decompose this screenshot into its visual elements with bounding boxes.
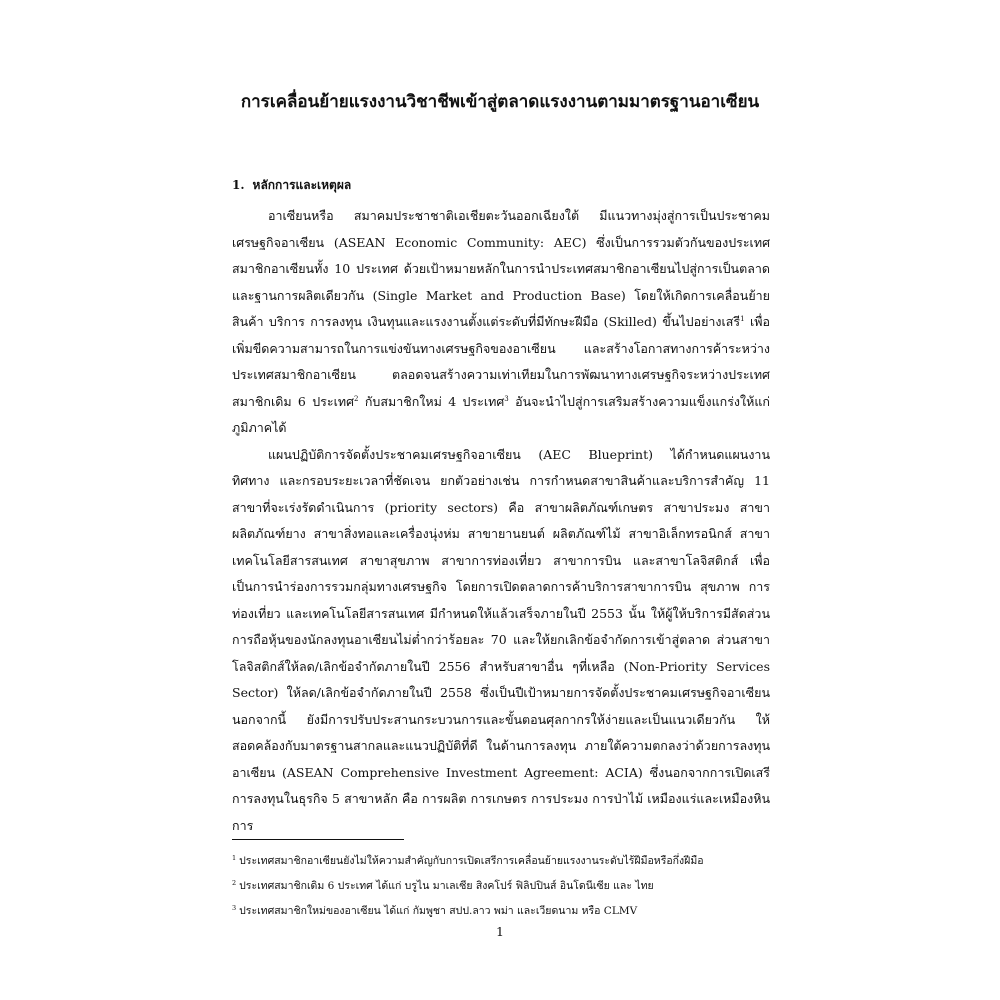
footnote-ref-2: 2 [354, 394, 359, 403]
footnote-1 [232, 849, 792, 874]
footnote-text: ประเทศสมาชิกใหม่ของอาเซียน ได้แก่ กัมพูชา สปป.ลาว พม่า และเวียดนาม หรือ CLMV [239, 905, 638, 917]
paragraph-1 [232, 203, 770, 442]
footnote-text: ประเทศสมาชิกเดิม 6 ประเทศ ได้แก่ บรูไน มาเลเซีย สิงคโปร์ ฟิลิปปินส์ อินโดนีเซีย และ ไทย [239, 880, 654, 892]
footnote-text: ประเทศสมาชิกอาเซียนยังไม่ให้ความสำคัญกับการเปิดเสรีการเคลื่อนย้ายแรงงานระดับไร้ฝีมือหรือกึ่งฝีมือ [239, 855, 704, 867]
footnote-2 [232, 874, 792, 899]
footnote-ref-3: 3 [504, 394, 509, 403]
paragraph-1-part-4: อันจะนำไปสู่การเสริมสร้างความแข็งแกร่งให้แก่ภูมิภาคได้ [232, 393, 770, 435]
section-title: หลักการและเหตุผล [252, 178, 352, 192]
footnote-separator [232, 839, 404, 840]
page-number: 1 [496, 924, 504, 939]
paragraph-1-part-3: กับสมาชิกใหม่ 4 ประเทศ [358, 393, 505, 409]
section-heading [232, 176, 351, 195]
section-number: 1. [232, 178, 245, 192]
body-text [232, 203, 770, 839]
document-title: การเคลื่อนย้ายแรงงานวิชาชีพเข้าสู่ตลาดแรงงานตามมาตรฐานอาเซียน [240, 92, 760, 112]
footnote-ref-1: 1 [740, 315, 745, 323]
footnote-mark: 3 [232, 904, 237, 912]
paragraph-2: แผนปฏิบัติการจัดตั้งประชาคมเศรษฐกิจอาเซียน (AEC Blueprint) ได้กำหนดแผนงาน ทิศทาง และกรอบระยะเวลาที่ชัดเจน ยกตัวอย่างเช่น การกำหนดสาขาสินค้าและบริการสำคัญ 11 สาขาที่จะเร่งรัดดำเนินการ (priority sectors) คือ สาขาผลิตภัณฑ์เกษตร สาขาประมง สาขาผลิตภัณฑ์ยาง สาขาสิ่งทอและเครื่องนุ่งห่ม สาขายานยนต์ ผลิตภัณฑ์ไม้ สาขาอิเล็กทรอนิกส์ สาขาเทคโนโลยีสารสนเทศ สาขาสุขภาพ สาขาการท่องเที่ยว สาขาการบิน และสาขาโลจิสติกส์ เพื่อเป็นการนำร่องการรวมกลุ่มทางเศรษฐกิจ โดยการเปิดตลาดการค้าบริการสาขาการบิน สุขภาพ การท่องเที่ยว และเทคโนโลยีสารสนเทศ มีกำหนดให้แล้วเสร็จภายในปี 2553 นั้น ให้ผู้ให้บริการมีสัดส่วนการถือหุ้นของนักลงทุนอาเซียนไม่ต่ำกว่าร้อยละ 70 และให้ยกเลิกข้อจำกัดการเข้าสู่ตลาด ส่วนสาขาโลจิสติกส์ให้ลด/เลิกข้อจำกัดภายในปี 2556 สำหรับสาขาอื่น ๆที่เหลือ (Non-Priority Services Sector) ให้ลด/เลิกข้อจำกัดภายในปี 2558 ซึ่งเป็นปีเป้าหมายการจัดตั้งประชาคมเศรษฐกิจอาเซียน นอกจากนี้ ยังมีการปรับประสานกระบวนการและขั้นตอนศุลกากรให้ง่ายและเป็นแนวเดียวกัน ให้สอดคล้องกับมาตรฐานสากลและแนวปฏิบัติที่ดี ในด้านการลงทุน ภายใต้ความตกลงว่าด้วยการลงทุนอาเซียน (ASEAN Comprehensive Investment Agreement: ACIA) ซึ่งนอกจากการเปิดเสรีการลงทุนในธุรกิจ 5 สาขาหลัก คือ การผลิต การเกษตร การประมง การป่าไม้ เหมืองแร่และเหมืองหิน การ [232, 446, 770, 833]
footnote-3 [232, 899, 792, 924]
footnote-mark: 2 [232, 879, 237, 887]
paragraph-1-part-1: อาเซียนหรือ สมาคมประชาชาติเอเชียตะวันออกเฉียงใต้ มีแนวทางมุ่งสู่การเป็นประชาคมเศรษฐกิจอาเซียน (ASEAN Economic Community: AEC) ซึ่งเป็นการรวมตัวกันของประเทศสมาชิกอาเซียนทั้ง 10 ประเทศ ด้วยเป้าหมายหลักในการนำประเทศสมาชิกอาเซียนไปสู่การเป็นตลาดและฐานการผลิตเดียวกัน (Single Market and Production Base) โดยให้เกิดการเคลื่อนย้ายสินค้า บริการ การลงทุน เงินทุนและแรงงานตั้งแต่ระดับที่มีทักษะฝีมือ (Skilled) ขึ้นไปอย่างเสรี [232, 208, 770, 329]
paragraph-1-part-2: เพื่อเพิ่มขีดความสามารถในการแข่งขันทางเศรษฐกิจของอาเซียน และสร้างโอกาสทางการค้าระหว่างประเทศสมาชิกอาเซียน ตลอดจนสร้างความเท่าเทียมในการพัฒนาทางเศรษฐกิจระหว่างประเทศสมาชิกเดิม 6 ประเทศ [232, 314, 770, 409]
footnote-mark: 1 [232, 854, 237, 862]
footnotes [232, 849, 792, 924]
